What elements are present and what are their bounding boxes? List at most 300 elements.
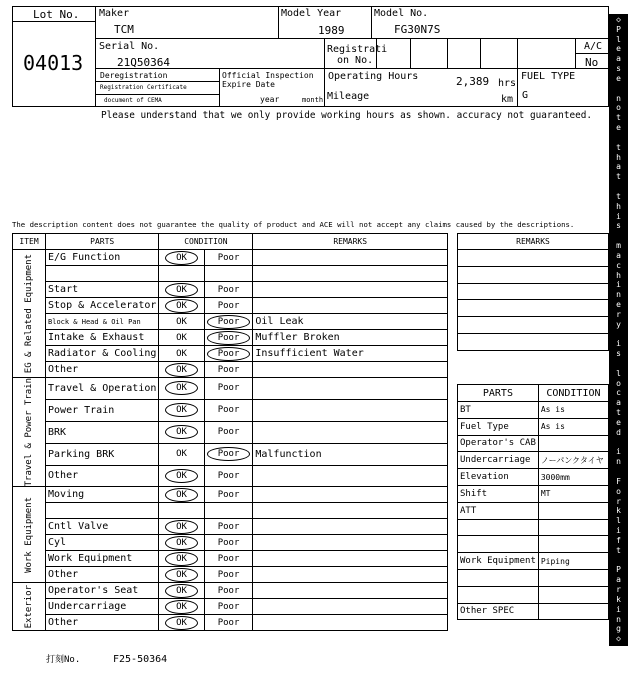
deregistration-label: Deregistration xyxy=(100,71,168,80)
right-remarks-cell xyxy=(458,333,609,350)
poor-option: Poor xyxy=(207,447,251,461)
remark: Insufficient Water xyxy=(253,346,448,362)
sidebar-char: P xyxy=(616,24,621,34)
remark xyxy=(253,282,448,298)
remark xyxy=(253,503,448,519)
fuel-type-label: FUEL TYPE xyxy=(521,71,576,82)
poor-option: Poor xyxy=(217,427,240,438)
right-parts-row xyxy=(458,569,609,586)
inspection-table-header xyxy=(13,234,448,250)
lot-label: Lot No. xyxy=(33,8,80,21)
right-parts-row xyxy=(458,469,609,486)
poor-option: Poor xyxy=(217,470,240,481)
group-label xyxy=(13,250,46,378)
sidebar-char: i xyxy=(616,211,621,221)
table-row xyxy=(13,443,448,465)
sidebar-char xyxy=(616,439,621,447)
sidebar-char: a xyxy=(616,162,621,172)
sidebar-char: i xyxy=(616,280,621,290)
right-remarks-row xyxy=(458,283,609,300)
table-row xyxy=(13,421,448,443)
remark: Oil Leak xyxy=(253,314,448,330)
ok-option: OK xyxy=(176,348,187,359)
remark xyxy=(253,551,448,567)
poor-cell xyxy=(204,583,253,599)
ok-cell xyxy=(159,378,204,400)
spec-value: As is xyxy=(538,402,608,419)
condition-header: CONDITION xyxy=(159,234,253,250)
ok-cell xyxy=(159,615,204,631)
group-label xyxy=(13,378,46,487)
spec-name: BT xyxy=(458,402,539,419)
sidebar-char: t xyxy=(616,545,621,555)
sidebar-char: e xyxy=(616,417,621,427)
spec-value: 3000mm xyxy=(538,469,608,486)
poor-option: Poor xyxy=(217,585,240,596)
poor-option: Poor xyxy=(217,569,240,580)
poor-option: Poor xyxy=(217,383,240,394)
serial-label: Serial No. xyxy=(99,41,160,52)
ok-cell xyxy=(159,583,204,599)
right-remarks-row xyxy=(458,250,609,267)
ok-option: OK xyxy=(176,332,187,343)
ok-cell xyxy=(159,535,204,551)
right-remarks-row xyxy=(458,317,609,334)
spec-value xyxy=(538,586,608,603)
remark xyxy=(253,362,448,378)
sidebar-char: s xyxy=(616,64,621,74)
part-name: Parking BRK xyxy=(46,443,159,465)
ok-cell xyxy=(159,399,204,421)
year-label: year xyxy=(260,95,280,104)
ok-option: OK xyxy=(165,381,198,395)
right-parts-parts-header: PARTS xyxy=(458,385,539,402)
part-name: Other xyxy=(46,362,159,378)
right-parts-row xyxy=(458,519,609,536)
ok-cell xyxy=(159,266,204,282)
ok-cell xyxy=(159,551,204,567)
divider xyxy=(517,69,518,107)
poor-option: Poor xyxy=(217,537,240,548)
remark xyxy=(253,583,448,599)
sidebar-char: k xyxy=(616,506,621,516)
sidebar-char: h xyxy=(616,152,621,162)
poor-cell xyxy=(204,551,253,567)
spec-value: ノーパンクタイヤ xyxy=(538,452,608,469)
divider xyxy=(219,69,220,107)
part-name: Travel & Operation xyxy=(46,378,159,400)
km-unit: km xyxy=(501,94,514,105)
right-remarks-cell xyxy=(458,250,609,267)
sidebar-char: l xyxy=(616,368,621,378)
table-row xyxy=(13,503,448,519)
sidebar-char: e xyxy=(616,300,621,310)
sidebar-char xyxy=(616,232,621,240)
remark xyxy=(253,421,448,443)
ok-cell xyxy=(159,330,204,346)
part-name: Undercarriage xyxy=(46,599,159,615)
ok-option: OK xyxy=(165,568,198,582)
sidebar-char: ◇ xyxy=(616,634,621,644)
table-row xyxy=(13,282,448,298)
right-remarks-row xyxy=(458,300,609,317)
right-parts-row xyxy=(458,452,609,469)
divider xyxy=(324,39,325,69)
right-remarks-table xyxy=(457,233,609,351)
registration-label-2: on No. xyxy=(337,55,374,66)
divider xyxy=(410,39,411,69)
sidebar-char: r xyxy=(616,309,621,319)
right-parts-row xyxy=(458,435,609,452)
spec-name xyxy=(458,586,539,603)
poor-cell xyxy=(204,298,253,314)
poor-cell xyxy=(204,314,253,330)
operating-hours-label: Operating Hours xyxy=(328,71,419,82)
spec-value xyxy=(538,603,608,620)
sidebar-char: i xyxy=(616,339,621,349)
sidebar-char: n xyxy=(616,93,621,103)
poor-cell xyxy=(204,599,253,615)
sidebar-char: e xyxy=(616,73,621,83)
divider xyxy=(324,69,325,107)
spec-name xyxy=(458,569,539,586)
right-remarks-cell xyxy=(458,283,609,300)
poor-cell xyxy=(204,535,253,551)
ok-cell xyxy=(159,443,204,465)
spec-name: Operator's CAB xyxy=(458,435,539,452)
table-row xyxy=(13,362,448,378)
remark: Muffler Broken xyxy=(253,330,448,346)
sidebar-char: a xyxy=(616,54,621,64)
poor-option: Poor xyxy=(217,489,240,500)
ok-option: OK xyxy=(165,616,198,630)
part-name: Operator's Seat xyxy=(46,583,159,599)
ok-option: OK xyxy=(165,488,198,502)
remark xyxy=(253,535,448,551)
model-no-value: FG30N7S xyxy=(394,23,441,36)
ok-cell xyxy=(159,282,204,298)
ok-option: OK xyxy=(165,584,198,598)
sidebar-char: c xyxy=(616,388,621,398)
spec-value: Piping xyxy=(538,553,608,570)
sidebar-char: a xyxy=(616,575,621,585)
table-row xyxy=(13,535,448,551)
serial-value: 21Q50364 xyxy=(117,56,170,69)
ok-option: OK xyxy=(165,520,198,534)
right-remarks-row xyxy=(458,333,609,350)
sidebar-char: k xyxy=(616,594,621,604)
table-row xyxy=(13,551,448,567)
spec-name: Undercarriage xyxy=(458,452,539,469)
spec-name: Work Equipment xyxy=(458,553,539,570)
sidebar-char: ◇ xyxy=(616,15,621,24)
poor-cell xyxy=(204,615,253,631)
ok-cell xyxy=(159,362,204,378)
ok-option: OK xyxy=(165,299,198,313)
sidebar-char xyxy=(616,468,621,476)
divider xyxy=(575,53,609,54)
sidebar-char: a xyxy=(616,398,621,408)
poor-option: Poor xyxy=(217,405,240,416)
lot-number: 04013 xyxy=(23,51,84,75)
inspection-table xyxy=(12,233,448,631)
spec-name: Other SPEC xyxy=(458,603,539,620)
poor-option: Poor xyxy=(217,284,240,295)
operating-hours-value: 2,389 xyxy=(456,75,490,88)
right-remarks-cell xyxy=(458,300,609,317)
remark xyxy=(253,266,448,282)
parts-header: PARTS xyxy=(46,234,159,250)
remark xyxy=(253,298,448,314)
right-parts-row xyxy=(458,553,609,570)
table-row xyxy=(13,346,448,362)
poor-cell xyxy=(204,346,253,362)
sidebar-char xyxy=(616,360,621,368)
sidebar-char: n xyxy=(616,457,621,467)
table-row xyxy=(13,250,448,266)
part-name: E/G Function xyxy=(46,250,159,266)
mileage-label: Mileage xyxy=(327,91,370,102)
ok-option: OK xyxy=(165,600,198,614)
sidebar-char: o xyxy=(616,103,621,113)
sidebar-char: t xyxy=(616,113,621,123)
sidebar-char: a xyxy=(616,250,621,260)
poor-cell xyxy=(204,487,253,503)
sidebar-char: i xyxy=(616,447,621,457)
sidebar-char: t xyxy=(616,172,621,182)
group-label-text: Travel & Power Train xyxy=(24,378,34,487)
ok-option: OK xyxy=(165,283,198,297)
part-name: Cyl xyxy=(46,535,159,551)
item-header: ITEM xyxy=(13,234,46,250)
poor-cell xyxy=(204,250,253,266)
part-name: Radiator & Cooling xyxy=(46,346,159,362)
right-parts-row xyxy=(458,586,609,603)
sidebar-char: i xyxy=(616,604,621,614)
part-name: Other xyxy=(46,465,159,487)
sidebar-char: F xyxy=(616,476,621,486)
spec-name: Elevation xyxy=(458,469,539,486)
poor-option: Poor xyxy=(217,364,240,375)
part-name: Power Train xyxy=(46,399,159,421)
ok-cell xyxy=(159,503,204,519)
ok-cell xyxy=(159,314,204,330)
remark xyxy=(253,519,448,535)
part-name: Block & Head & Oil Pan xyxy=(46,314,159,330)
part-name: Moving xyxy=(46,487,159,503)
poor-cell xyxy=(204,567,253,583)
remark xyxy=(253,465,448,487)
poor-option: Poor xyxy=(207,347,251,361)
sidebar-char: d xyxy=(616,427,621,437)
sidebar-char: t xyxy=(616,191,621,201)
ok-cell xyxy=(159,298,204,314)
sidebar-char: n xyxy=(616,614,621,624)
location-sidebar xyxy=(609,14,628,646)
remark xyxy=(253,487,448,503)
divider xyxy=(517,39,518,69)
sidebar-char: o xyxy=(616,486,621,496)
divider xyxy=(278,6,279,39)
spec-value xyxy=(538,536,608,553)
ac-label: A/C xyxy=(584,41,603,52)
sidebar-char: n xyxy=(616,290,621,300)
sidebar-char: l xyxy=(616,34,621,44)
sidebar-char: r xyxy=(616,585,621,595)
right-parts-row xyxy=(458,418,609,435)
poor-cell xyxy=(204,378,253,400)
model-year-label: Model Year xyxy=(281,8,342,19)
right-parts-condition-header: CONDITION xyxy=(538,385,608,402)
poor-option: Poor xyxy=(217,553,240,564)
part-name: BRK xyxy=(46,421,159,443)
spec-name xyxy=(458,519,539,536)
poor-cell xyxy=(204,330,253,346)
table-row xyxy=(13,399,448,421)
notice-text: Please understand that we only provide working hours as shown. accuracy not guaranteed. xyxy=(101,110,593,121)
poor-cell xyxy=(204,465,253,487)
ok-option: OK xyxy=(165,536,198,550)
sidebar-char: c xyxy=(616,260,621,270)
table-row xyxy=(13,378,448,400)
sidebar-char: P xyxy=(616,565,621,575)
divider xyxy=(447,39,448,69)
sidebar-char: f xyxy=(616,535,621,545)
poor-option: Poor xyxy=(217,617,240,628)
ok-cell xyxy=(159,599,204,615)
poor-option: Poor xyxy=(207,331,251,345)
part-name xyxy=(46,266,159,282)
ok-cell xyxy=(159,487,204,503)
disclaimer-text: The description content does not guarantee the quality of product and ACE will not accept any claims caused by the descriptions. xyxy=(12,220,575,229)
table-row xyxy=(13,465,448,487)
maker-label: Maker xyxy=(99,8,130,19)
remark xyxy=(253,567,448,583)
sidebar-char: i xyxy=(616,526,621,536)
part-name: Intake & Exhaust xyxy=(46,330,159,346)
poor-cell xyxy=(204,266,253,282)
ok-option: OK xyxy=(165,552,198,566)
model-no-label: Model No. xyxy=(374,8,429,19)
group-label-text: EG & Related Equipment xyxy=(24,253,34,374)
poor-cell xyxy=(204,282,253,298)
table-row xyxy=(13,314,448,330)
poor-cell xyxy=(204,399,253,421)
right-remarks-cell xyxy=(458,317,609,334)
table-row xyxy=(13,298,448,314)
right-remarks-cell xyxy=(458,266,609,283)
table-row xyxy=(13,519,448,535)
group-label xyxy=(13,487,46,583)
sidebar-char: m xyxy=(616,241,621,251)
spec-value xyxy=(538,569,608,586)
header-row-1 xyxy=(96,6,609,39)
hrs-unit: hrs xyxy=(498,78,517,89)
poor-option: Poor xyxy=(217,521,240,532)
spec-value xyxy=(538,519,608,536)
sidebar-char xyxy=(616,85,621,93)
stamp-value: F25-50364 xyxy=(113,654,168,665)
right-parts-row xyxy=(458,402,609,419)
divider xyxy=(480,39,481,69)
stamp-label: 打刻No. xyxy=(46,655,81,665)
sidebar-char xyxy=(616,331,621,339)
poor-option: Poor xyxy=(217,601,240,612)
sidebar-char: t xyxy=(616,142,621,152)
spec-name xyxy=(458,536,539,553)
ok-option: OK xyxy=(165,425,198,439)
sidebar-char: s xyxy=(616,221,621,231)
right-parts-header xyxy=(458,385,609,402)
sidebar-char: t xyxy=(616,408,621,418)
maker-value: TCM xyxy=(114,23,134,36)
group-label xyxy=(13,583,46,631)
poor-option: Poor xyxy=(217,300,240,311)
fuel-type-value: G xyxy=(522,90,529,101)
ok-cell xyxy=(159,567,204,583)
part-name: Other xyxy=(46,615,159,631)
sidebar-char: e xyxy=(616,44,621,54)
spec-name: Shift xyxy=(458,485,539,502)
poor-option: Poor xyxy=(207,315,251,329)
inspection-label-2: Expire Date xyxy=(222,80,275,89)
right-parts-row xyxy=(458,603,609,620)
right-remarks-header: REMARKS xyxy=(458,234,609,250)
part-name: Cntl Valve xyxy=(46,519,159,535)
poor-cell xyxy=(204,503,253,519)
ok-option: OK xyxy=(165,363,198,377)
right-parts-row xyxy=(458,502,609,519)
part-name: Start xyxy=(46,282,159,298)
spec-value: MT xyxy=(538,485,608,502)
model-year-value: 1989 xyxy=(318,24,345,37)
spec-value xyxy=(538,435,608,452)
ac-value: No xyxy=(585,56,599,69)
part-name: Work Equipment xyxy=(46,551,159,567)
sidebar-char: h xyxy=(616,201,621,211)
poor-option: Poor xyxy=(217,252,240,263)
remark: Malfunction xyxy=(253,443,448,465)
remarks-header: REMARKS xyxy=(253,234,448,250)
sidebar-char xyxy=(616,183,621,191)
remark xyxy=(253,250,448,266)
right-parts-table xyxy=(457,384,609,620)
table-row xyxy=(13,583,448,599)
ok-cell xyxy=(159,465,204,487)
sidebar-char: y xyxy=(616,319,621,329)
table-row xyxy=(13,567,448,583)
sidebar-char xyxy=(616,557,621,565)
ok-option: OK xyxy=(165,251,198,265)
divider xyxy=(575,39,576,69)
cema-label: document of CEMA xyxy=(104,97,162,104)
remark xyxy=(253,615,448,631)
group-label-text: Exterior xyxy=(24,585,34,629)
divider xyxy=(96,94,219,95)
registration-label-1: Registrati xyxy=(327,44,388,55)
poor-cell xyxy=(204,421,253,443)
spec-value: As is xyxy=(538,418,608,435)
ok-cell xyxy=(159,346,204,362)
ok-option: OK xyxy=(176,316,187,327)
sidebar-char: h xyxy=(616,270,621,280)
poor-cell xyxy=(204,519,253,535)
ok-option: OK xyxy=(176,449,187,460)
ok-option: OK xyxy=(165,469,198,483)
table-row xyxy=(13,615,448,631)
sidebar-char: r xyxy=(616,496,621,506)
sidebar-char: s xyxy=(616,349,621,359)
